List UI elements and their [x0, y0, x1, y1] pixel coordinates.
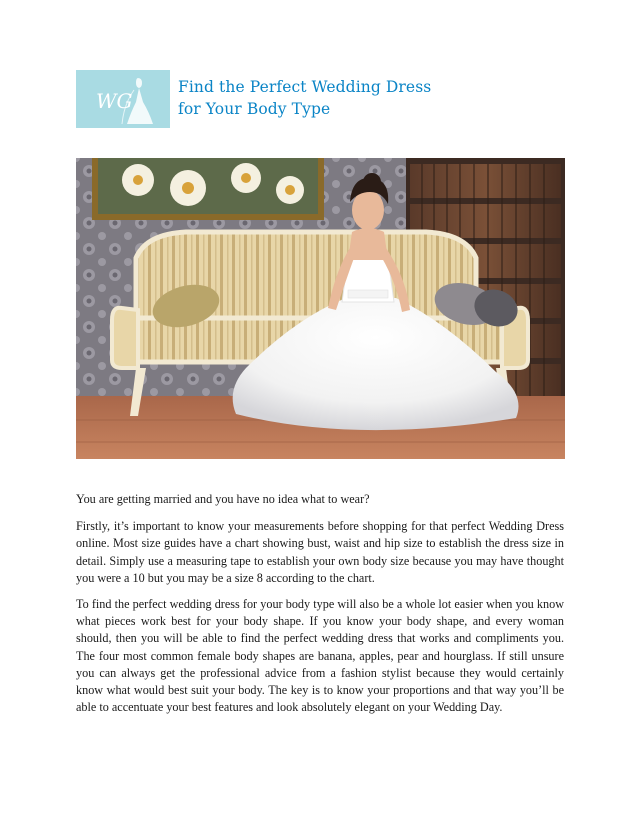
hero-photo [76, 158, 565, 459]
title-line-2: for Your Body Type [178, 100, 331, 118]
bride-on-sofa-image [76, 158, 565, 459]
framed-painting [92, 158, 324, 220]
article-body [76, 491, 564, 725]
logo-text: WG [96, 89, 133, 113]
body-type-paragraph: To find the perfect wedding dress for your body type will also be a whole lot easier when you know what pieces work best for your body shape. If you know your body shape, and every woman should, then you will be able to find the perfect wedding dress that works and compliments you. The four most common female body shapes are banana, apples, pear and hourglass. If still unsure you can always get the professional advice from a fashion stylist because they would certainly know what would best suit your body. The key is to know your proportions and that way you’ll be able to accentuate your best features and look absolutely elegant on your Wedding Day. [76, 597, 564, 715]
measurements-paragraph: Firstly, it’s important to know your measurements before shopping for that perfect Wedding Dress online. Most size guides have a chart showing bust, waist and hip size to establish the dress size in detail. Simply use a measuring tape to establish your own body size because you may have thought you were a 10 but you may be a size 8 according to the chart. [76, 519, 564, 585]
intro-paragraph: You are getting married and you have no idea what to wear? [76, 492, 370, 506]
page-title [178, 76, 431, 120]
bride-silhouette-icon [76, 70, 170, 128]
title-line-1: Find the Perfect Wedding Dress [178, 78, 432, 96]
brand-logo [76, 70, 170, 128]
